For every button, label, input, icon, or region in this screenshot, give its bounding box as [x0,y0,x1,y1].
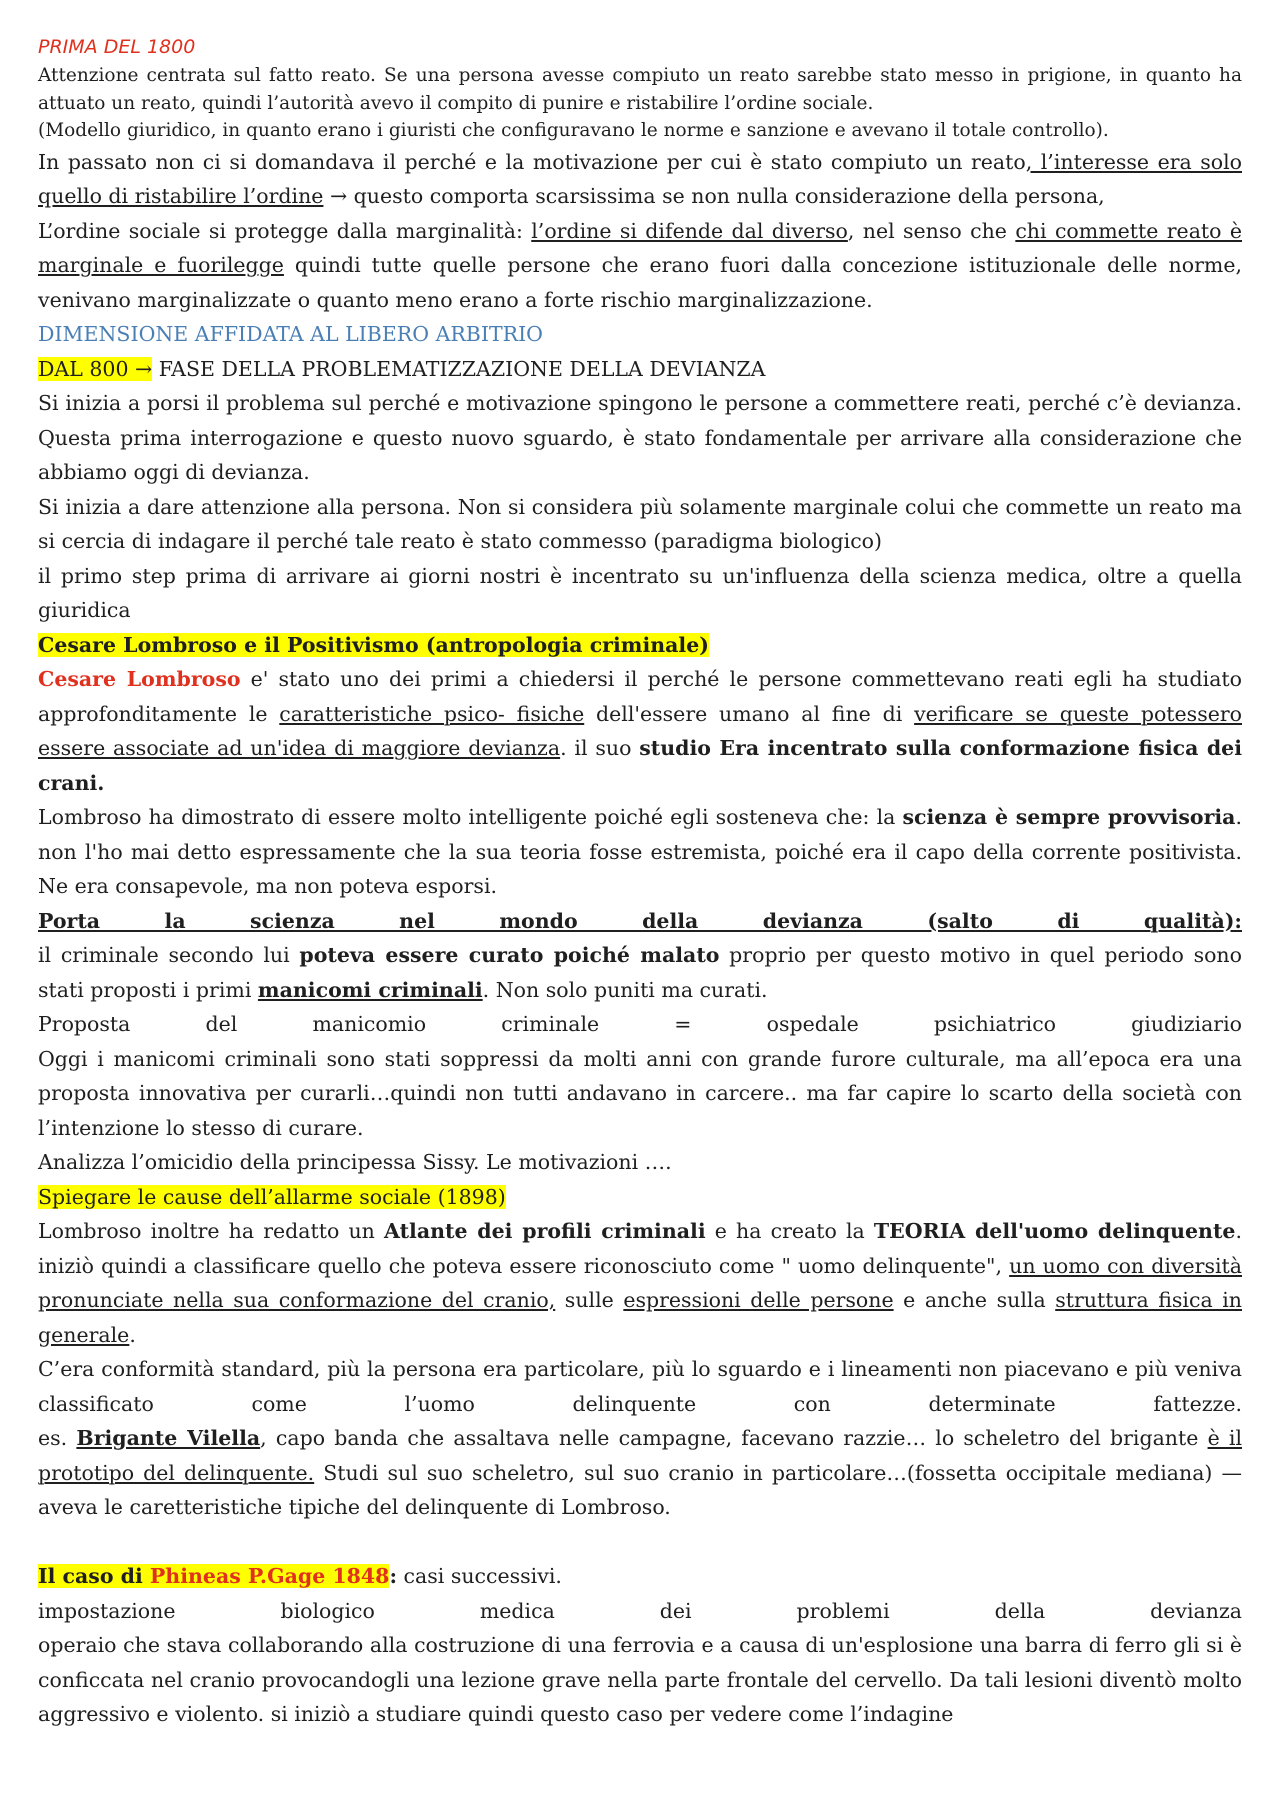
underlined-text: struttura fisica in generale [38,1288,1242,1347]
highlighted-label: DAL 800 → [38,356,153,381]
paragraph-criminale-curato [38,938,1242,1007]
name-gage: Phineas P.Gage 1848 [149,1564,390,1588]
paragraph-lombroso-intro [38,662,1242,800]
underlined-text: verificare se queste potessero essere associate ad un'idea di maggiore devianza [38,701,1242,760]
text-run: . non l'ho mai detto espressamente che la sua teoria fosse estremista, poiché era il capo della corrente positivista. Ne era consapevole, ma non poteva esporsi. [38,805,1242,898]
bold-text: TEORIA dell'uomo delinquente [873,1219,1236,1243]
text-run: Lombroso ha dimostrato di essere molto intelligente poiché egli sosteneva che: la [38,805,903,829]
text-run: e ha creato la [705,1219,874,1243]
paragraph-intro: Attenzione centrata sul fatto reato. Se una persona avesse compiuto un reato sarebbe stato messo in prigione, in quanto ha attuato un reato, quindi l’autorità avevo il compito di punire e ristabilire l’ordine sociale. [38,65,1242,114]
text-run: dell'essere umano al fine di [584,701,915,726]
underlined-text: un uomo con diversità pronunciate nella sua conformazione del cranio, [38,1253,1242,1312]
highlighted-heading [38,1564,389,1588]
text-run: . il suo [560,736,640,760]
paragraph-primo-step: il primo step prima di arrivare ai giorni nostri è incentrato su un'influenza della scienza medica, oltre a quella giuridica [38,563,1242,622]
paragraph-manicomi-oggi: Oggi i manicomi criminali sono stati soppressi da molti anni con grande furore culturale, ma all’epoca era una proposta innovativa per curarli…quindi non tutti andavano in carcere.. ma far capire lo scarto della società con l’intenzione lo stesso di curare. [38,1046,1242,1140]
paragraph-passato [38,145,1242,214]
heading-dimensione: DIMENSIONE AFFIDATA AL LIBERO ARBITRIO [38,322,543,346]
paragraph-proposta: Proposta del manicomio criminale = ospedale psichiatrico giudiziario [38,1012,1242,1036]
heading-dal-800 [38,352,1242,387]
text-run: : [389,1564,398,1588]
text-run: → questo comporta scarsissima se non nulla considerazione della persona, [323,184,1105,208]
paragraph-modello-giuridico: (Modello giuridico, in quanto erano i giuristi che configuravano le norme e sanzione e avevano il totale controllo). [38,120,1109,141]
heading-porta-scienza: Porta la scienza nel mondo della devianza (salto di qualità): [38,908,1242,933]
text-run: Studi sul suo scheletro, sul suo cranio in particolare…(fossetta occipitale mediana) —aveva le caretteristiche tipiche del delinquente di Lombroso. [38,1460,1242,1519]
paragraph-problema: Si inizia a porsi il problema sul perché e motivazione spingono le persone a commettere reati, perché c’è devianza. Questa prima interrogazione e questo nuovo sguardo, è stato fondamentale per arrivare alla considerazione che abbiamo oggi di devianza. [38,391,1242,484]
underlined-text: caratteristiche psico- fisiche [279,701,585,726]
paragraph-attenzione-persona: Si inizia a dare attenzione alla persona. Non si considera più solamente marginale colui che commette un reato ma si cercia di indagare il perché tale reato è stato commesso (paradigma biologico) [38,494,1242,553]
text-run: Lombroso inoltre ha redatto un [38,1219,385,1243]
text-run: , capo banda che assaltava nelle campagne, facevano razzie… lo scheletro del brigante [260,1426,1208,1450]
underlined-text: è il prototipo del delinquente. [38,1426,1243,1485]
text-run: . [129,1322,136,1347]
text-run: casi successivi. [397,1564,562,1588]
highlighted-heading: Spiegare le cause dell’allarme sociale (1898) [38,1184,506,1209]
heading-lombroso [38,628,1242,663]
text-run: L’ordine sociale si protegge dalla marginalità: [38,218,532,243]
text-run: , nel senso che [847,218,1016,243]
text-run: es. [38,1426,77,1450]
highlighted-heading: Cesare Lombroso e il Positivismo (antropologia criminale) [38,632,709,657]
text-run: e' stato uno dei primi a chiedersi il perché le persone commettevano reati egli ha studiato approfonditamente le [38,667,1242,726]
bold-text: poteva essere curato poiché malato [299,943,720,967]
bold-text: studio Era incentrato sulla conformazione fisica dei crani. [38,736,1243,795]
bold-underlined-text: manicomi criminali [257,977,483,1002]
paragraph-operaio: operaio che stava collaborando alla costruzione di una ferrovia e a causa di un'esplosione una barra di ferro gli si è conficcata nel cranio provocandogli una lezione grave nella parte frontale del cervello. Da tali lesioni diventò molto aggressivo e violento. si iniziò a studiare quindi questo caso per vedere come l’indagine [38,1633,1242,1726]
bold-underlined-text: Brigante Vilella [76,1426,261,1450]
underlined-text: espressioni delle persone [623,1288,894,1312]
paragraph-lombroso-intelligente [38,800,1242,904]
paragraph-impostazione: impostazione biologico medica dei problemi della devianza [38,1598,1242,1623]
paragraph-ordine-sociale [38,214,1242,318]
paragraph-sissy: Analizza l’omicidio della principessa Sissy. Le motivazioni …. [38,1150,672,1174]
text-run: Il caso di [38,1564,150,1588]
paragraph-atlante [38,1214,1242,1352]
section-title-prima-1800: PRIMA DEL 1800 [38,36,196,58]
underlined-text: l’ordine si difende dal diverso [531,218,848,243]
underlined-text: , l’interesse era solo quello di ristabilire l’ordine [38,149,1242,208]
underlined-text: chi commette reato è marginale e fuorilegge [38,218,1242,277]
document-page [38,32,1242,1732]
text-run: In passato non ci si domandava il perché e la motivazione per cui è stato compiuto un reato [38,149,1026,174]
paragraph-conformita: C’era conformità standard, più la persona era particolare, più lo sguardo e i lineamenti non piacevano e più veniva classificato come l’uomo delinquente con determinate fattezze. [38,1357,1242,1416]
text-run: . iniziò quindi a classificare quello che poteva essere riconosciuto come " uomo delinquente", [38,1219,1242,1278]
text-run: FASE DELLA PROBLEMATIZZAZIONE DELLA DEVIANZA [152,356,766,381]
bold-text: Atlante dei profili criminali [384,1219,706,1243]
heading-allarme-sociale [38,1180,1242,1215]
bold-text: scienza è sempre provvisoria [902,805,1236,829]
text-run: sulle [555,1288,624,1312]
paragraph-brigante [38,1421,1242,1525]
text-run: . Non solo puniti ma curati. [482,977,768,1002]
text-run: quindi tutte quelle persone che erano fuori dalla concezione istituzionale delle norme, venivano marginalizzate o quanto meno erano a forte rischio marginalizzazione. [38,253,1242,312]
text-run: e anche sulla [893,1288,1056,1312]
name-lombroso: Cesare Lombroso [38,667,241,691]
heading-gage [38,1559,1242,1594]
blank-line [38,1525,1242,1560]
text-run: proprio per questo motivo in quel periodo sono stati proposti i primi [38,943,1242,1002]
text-run: il criminale secondo lui [38,943,300,967]
